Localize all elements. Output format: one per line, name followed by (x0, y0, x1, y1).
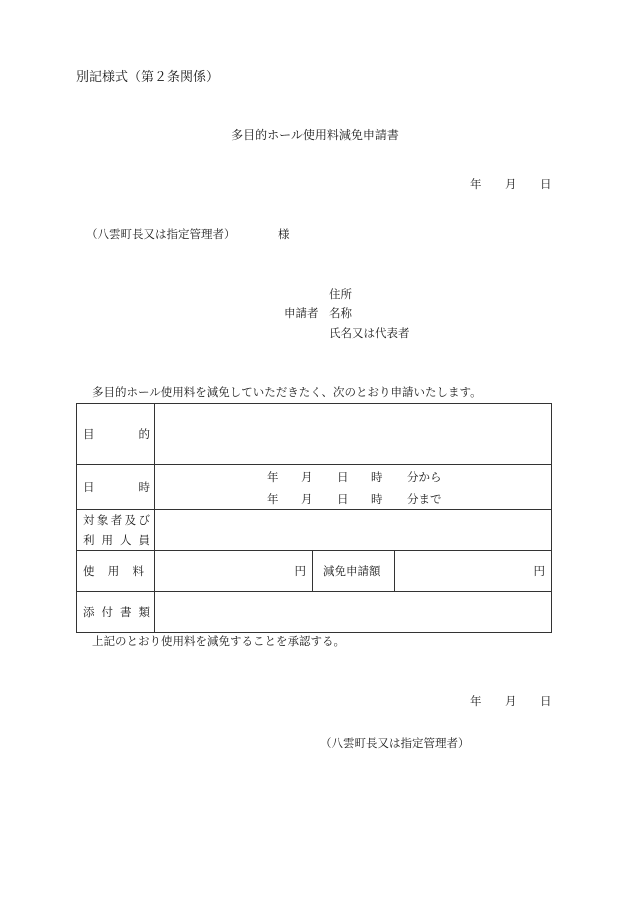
datetime-to: 年 月 日 時 分まで (267, 492, 442, 506)
datetime-row (77, 465, 552, 510)
approver-name: （八雲町長又は指定管理者） (320, 736, 470, 750)
approval-statement: 上記のとおり使用料を減免することを承認する。 (92, 634, 345, 648)
purpose-field[interactable] (155, 404, 552, 465)
approval-year: 年 (470, 694, 482, 708)
datetime-label: 日 時 (77, 465, 155, 510)
application-table (76, 403, 552, 633)
attachments-field[interactable] (155, 592, 552, 633)
target-row (77, 510, 552, 551)
fee-field[interactable] (155, 551, 313, 592)
target-field[interactable] (155, 510, 552, 551)
approval-month: 月 (505, 694, 517, 708)
reduction-field[interactable] (395, 551, 552, 592)
purpose-row (77, 404, 552, 465)
applicant-label: 申請者 (284, 306, 319, 320)
fee-label: 使 用 料 (77, 551, 155, 592)
target-label: 対 象 者 及 び 利 用 人 員 (77, 510, 155, 551)
reduction-label: 減免申請額 (313, 551, 395, 592)
date-month: 月 (505, 177, 517, 191)
applicant-address-label: 住所 (329, 287, 352, 301)
purpose-label: 目 的 (77, 404, 155, 465)
date-day: 日 (540, 177, 552, 191)
attachments-row (77, 592, 552, 633)
applicant-name-label: 名称 (329, 306, 352, 320)
request-statement: 多目的ホール使用料を減免していただきたく、次のとおり申請いたします。 (92, 385, 482, 399)
datetime-from: 年 月 日 時 分から (267, 470, 442, 484)
date-year: 年 (470, 177, 482, 191)
form-reference: 別記様式（第２条関係） (76, 70, 220, 85)
reduction-unit: 円 (533, 564, 545, 578)
fee-unit: 円 (294, 564, 306, 578)
document-title: 多目的ホール使用料減免申請書 (231, 128, 399, 142)
datetime-field[interactable] (155, 465, 552, 510)
attachments-label: 添 付 書 類 (77, 592, 155, 633)
addressee-honorific: 様 (278, 227, 290, 241)
addressee-name: （八雲町長又は指定管理者） (86, 227, 236, 241)
applicant-representative-label: 氏名又は代表者 (329, 326, 410, 340)
fee-row (77, 551, 552, 592)
approval-day: 日 (540, 694, 552, 708)
